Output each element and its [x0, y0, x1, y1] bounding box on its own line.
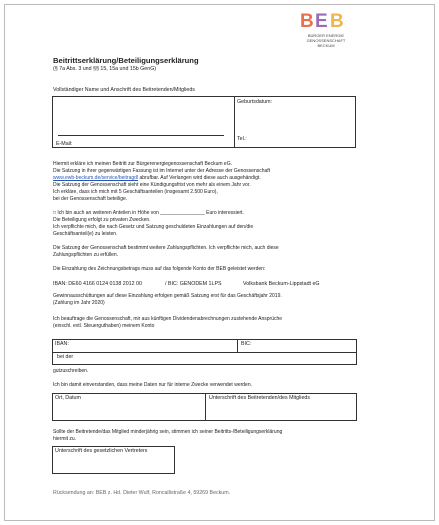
- additional-shares-checkbox-line[interactable]: □ Ich bin auch an weiteren Anteilen in Höhe von ________________ Euro interessiert.: [53, 210, 244, 216]
- tel-label[interactable]: Tel.:: [237, 136, 247, 142]
- account-box-row-line: [52, 352, 357, 353]
- guardian-signature-label[interactable]: Unterschrift des gesetzlichen Vertreters: [55, 448, 148, 454]
- logo-subline-2: GENOSSENSCHAFT: [306, 38, 346, 43]
- logo: [296, 11, 356, 57]
- paragraph-purpose-line-1: Die Beteiligung erfolgt zu privaten Zwecken.: [53, 217, 151, 223]
- birthdate-label[interactable]: Geburtsdatum:: [237, 99, 273, 105]
- paragraph-payment: Die Einzahlung des Zeichnungsbetrags muss auf das folgende Konto der BEB geleistet werden:: [53, 266, 266, 272]
- paragraph-membership-line-3: [53, 175, 261, 181]
- place-date-label[interactable]: Ort, Datum: [55, 395, 81, 401]
- logo-subline-1: BÜRGER ENERGIE: [307, 33, 345, 38]
- consent-text: Ich bin damit einverstanden, dass meine Daten nur für interne Zwecke verwendet werden.: [53, 382, 252, 388]
- paragraph-purpose-line-3: Geschäftsanteil(e) zu leisten.: [53, 231, 118, 237]
- signature-box-divider: [205, 393, 206, 421]
- paragraph-obligations-line-2: Zahlungspflichten zu erfüllen.: [53, 252, 119, 258]
- member-box-divider: [234, 96, 235, 148]
- document-page: [4, 4, 435, 521]
- member-box: [52, 96, 356, 148]
- paragraph-membership-line-4: Die Satzung der Genossenschaft sieht eine Kündigungsfrist von mehr als einem Jahr vor.: [53, 182, 251, 188]
- account-box-divider: [237, 339, 238, 352]
- logo-letter-3: B: [330, 11, 344, 32]
- account-iban-label[interactable]: IBAN:: [55, 341, 69, 347]
- minor-text-line-2: hiermit zu.: [53, 436, 77, 442]
- credit-text: gutzuschreiben.: [53, 368, 89, 374]
- bank-iban: IBAN: DE60 4166 0124 0138 2012 00: [53, 281, 142, 287]
- return-address-footer: Rücksendung an: BEB z. Hd. Dieter Wulf, Roncallistraße 4, 59269 Beckum.: [53, 490, 231, 496]
- paragraph-mandate-line-2: (einschl. evtl. Steuerguthaben) meinem Konto: [53, 323, 155, 329]
- statute-link[interactable]: www.ewb-beckum.de/service/beitragdl: [53, 175, 139, 181]
- logo-letter-1: B: [300, 11, 314, 32]
- logo-subline-3: BECKUM: [317, 43, 335, 48]
- paragraph-mandate-line-1: Ich beauftrage die Genossenschaft, mir aus künftigen Dividendenabrechnungen zustehende Ansprüche: [53, 316, 283, 322]
- account-bank-label[interactable]: bei der: [57, 354, 74, 360]
- paragraph-membership-line-1: Hiermit erkläre ich meinen Beitritt zur Bürgerenergiegenossenschaft Beckum eG.: [53, 161, 232, 167]
- member-box-heading: Vollständiger Name und Anschrift des Beitretenden/Mitglieds: [53, 87, 195, 93]
- minor-text-line-1: Sollte der Beitretende/das Mitglied minderjährig sein, stimmen ich seiner Beitritts-/Beteiligungserklärung: [53, 429, 283, 435]
- bank-bic: / BIC: GENODEM 1LPS: [165, 281, 222, 287]
- bank-name: Volksbank Beckum-Lippstadt eG: [243, 281, 320, 287]
- member-signature-label[interactable]: Unterschrift des Beitretenden/des Mitglieds: [209, 395, 310, 401]
- statute-link-suffix: abrufbar. Auf Verlangen wird diese auch ausgehändigt.: [139, 175, 261, 181]
- document-subtitle: (§ 7a Abs. 3 und §§ 15, 15a und 15b GenG): [53, 66, 157, 72]
- address-line: [58, 135, 224, 136]
- account-bic-label[interactable]: BIC:: [241, 341, 252, 347]
- paragraph-membership-line-5: Ich erkläre, dass ich mich mit 5 Geschäftsanteilen (insgesamt 2.500 Euro),: [53, 189, 218, 195]
- paragraph-dividend-line-1: Gewinnausschüttungen auf diese Einzahlung erfolgen gemäß Satzung erst für das Geschäftsjahr 2019.: [53, 293, 282, 299]
- document-title: Beitrittserklärung/Beteiligungserklärung: [53, 56, 199, 65]
- paragraph-obligations-line-1: Die Satzung der Genossenschaft bestimmt weitere Zahlungspflichten. Ich verpflichte mich, auch diese: [53, 245, 279, 251]
- paragraph-membership-line-2: Die Satzung in ihrer gegenwärtigen Fassung ist im Internet unter der Adresse der Genossenschaft: [53, 168, 271, 174]
- paragraph-purpose-line-2: Ich verpflichte mich, die nach Gesetz und Satzung geschuldeten Einzahlungen auf den/die: [53, 224, 254, 230]
- logo-letter-2: E: [315, 11, 328, 32]
- paragraph-dividend-line-2: (Zahlung im Jahr 2020): [53, 300, 105, 306]
- email-label[interactable]: E-Mail:: [56, 141, 73, 147]
- paragraph-membership-line-6: bei der Genossenschaft beteilige.: [53, 196, 128, 202]
